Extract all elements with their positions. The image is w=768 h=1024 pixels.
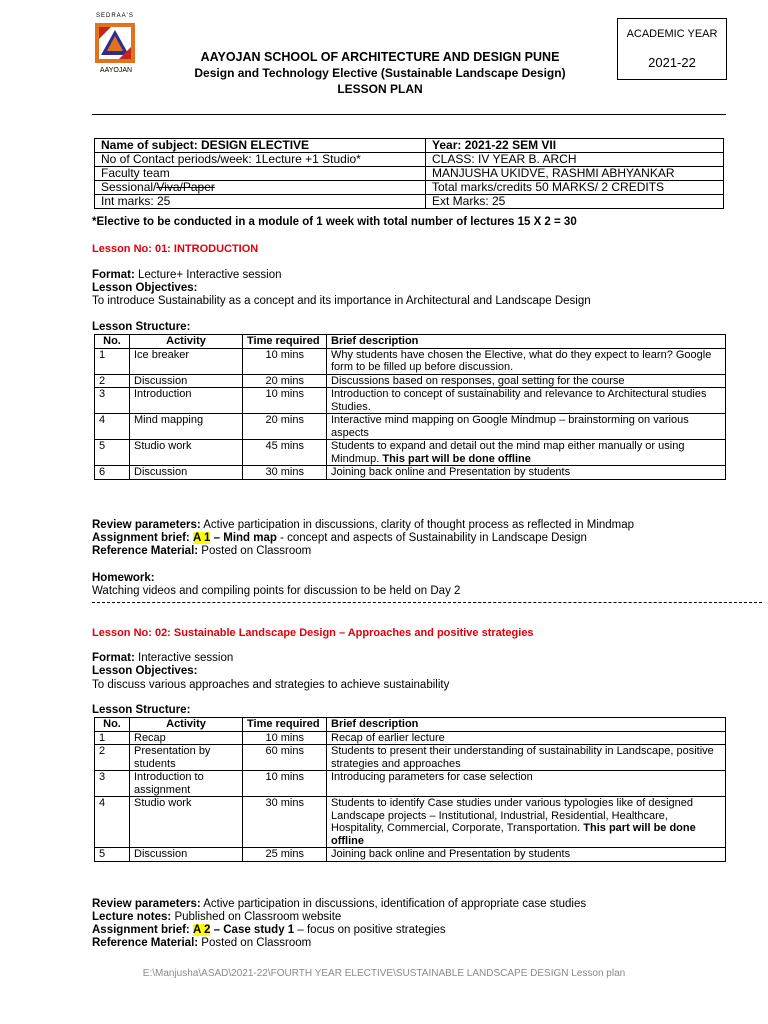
assignment-text: - concept and aspects of Sustainability in Landscape Design xyxy=(276,532,587,544)
info-row xyxy=(95,167,724,181)
review-label: Review parameters: xyxy=(92,898,201,910)
lesson2-structure-label: Lesson Structure: xyxy=(92,704,191,716)
reference-text: Posted on Classroom xyxy=(198,937,312,949)
format-value: Interactive session xyxy=(134,652,234,664)
lesson1-objectives-label: Lesson Objectives: xyxy=(92,282,198,294)
cell-time: 45 mins xyxy=(243,440,327,466)
cell-no: 4 xyxy=(95,797,130,848)
cell-no: 3 xyxy=(95,771,130,797)
logo-top-text: SEDRAA'S xyxy=(96,13,134,19)
table-row xyxy=(95,797,726,848)
review-label: Review parameters: xyxy=(92,519,201,531)
cell-description: Joining back online and Presentation by students xyxy=(327,848,726,862)
lesson1-review xyxy=(92,519,634,532)
info-cell: Int marks: 25 xyxy=(95,195,426,209)
cell-activity: Discussion xyxy=(130,848,243,862)
reference-label: Reference Material: xyxy=(92,937,199,949)
struck-assessment-text: Viva/Paper xyxy=(156,180,215,194)
cell-no: 6 xyxy=(95,466,130,480)
cell-description: Joining back online and Presentation by students xyxy=(327,466,726,480)
cell-no: 1 xyxy=(95,348,130,374)
assignment-text: – focus on positive strategies xyxy=(294,924,446,936)
cell-time: 20 mins xyxy=(243,374,327,388)
lesson2-objectives-text: To discuss various approaches and strategies to achieve sustainability xyxy=(92,679,450,691)
table-row xyxy=(95,440,726,466)
lesson2-structure-table xyxy=(94,717,726,862)
cell-time: 60 mins xyxy=(243,745,327,771)
cell-description: Interactive mind mapping on Google Mindmup – brainstorming on various aspects xyxy=(327,414,726,440)
lesson2-assignment xyxy=(92,924,446,937)
cell-description xyxy=(327,797,726,848)
cell-time: 10 mins xyxy=(243,348,327,374)
school-name: AAYOJAN SCHOOL OF ARCHITECTURE AND DESIGN PUNE xyxy=(200,50,560,64)
school-header xyxy=(160,49,600,97)
cell-no: 4 xyxy=(95,414,130,440)
table-header-row xyxy=(95,335,726,349)
course-name: Design and Technology Elective (Sustainable Landscape Design) xyxy=(194,66,566,80)
homework-label: Homework: xyxy=(92,572,155,584)
format-value: Lecture+ Interactive session xyxy=(134,269,282,281)
cell-activity: Introduction xyxy=(130,388,243,414)
lecture-notes-label: Lecture notes: xyxy=(92,911,172,923)
lesson1-assignment xyxy=(92,532,587,545)
assignment-label: Assignment brief: xyxy=(92,924,190,936)
cell-time: 10 mins xyxy=(243,388,327,414)
info-cell: MANJUSHA UKIDVE, RASHMI ABHYANKAR xyxy=(426,167,724,181)
info-cell: Ext Marks: 25 xyxy=(426,195,724,209)
cell-activity: Introduction to assignment xyxy=(130,771,243,797)
description-text: Students to identify Case studies under various typologies like of designed Landscape projects – Institutional, Industrial, Residential, Healthcare, Hospitality, Commercial, Corporate, Transportation. xyxy=(331,797,693,834)
cell-time: 20 mins xyxy=(243,414,327,440)
academic-year-box xyxy=(617,18,727,80)
lesson2-review xyxy=(92,898,586,911)
assignment-title: – Case study 1 xyxy=(210,924,295,936)
info-row xyxy=(95,181,724,195)
assignment-label: Assignment brief: xyxy=(92,532,190,544)
lecture-notes-text: Published on Classroom website xyxy=(171,911,342,923)
table-row xyxy=(95,848,726,862)
review-text: Active participation in discussions, clarity of thought process as reflected in Mindmap xyxy=(200,519,635,531)
course-info-table xyxy=(94,138,724,209)
offline-note: This part will be done offline xyxy=(382,452,531,465)
header-description: Brief description xyxy=(327,335,726,349)
table-row xyxy=(95,771,726,797)
lesson1-format xyxy=(92,269,282,282)
info-cell: No of Contact periods/week: 1Lecture +1 Studio* xyxy=(95,153,426,167)
cell-description: Introducing parameters for case selection xyxy=(327,771,726,797)
info-cell: CLASS: IV YEAR B. ARCH xyxy=(426,153,724,167)
table-row xyxy=(95,414,726,440)
lesson2-title: Lesson No: 02: Sustainable Landscape Design – Approaches and positive strategies xyxy=(92,627,534,639)
cell-activity: Ice breaker xyxy=(130,348,243,374)
cell-time: 30 mins xyxy=(243,797,327,848)
format-label: Format: xyxy=(92,269,135,281)
lesson1-structure-label: Lesson Structure: xyxy=(92,321,191,333)
document-type: LESSON PLAN xyxy=(337,82,423,96)
assignment-title: – Mind map xyxy=(210,532,277,544)
table-row xyxy=(95,466,726,480)
lesson2-format xyxy=(92,652,233,665)
cell-description: Recap of earlier lecture xyxy=(327,731,726,745)
lesson1-reference xyxy=(92,545,311,558)
info-cell: Faculty team xyxy=(95,167,426,181)
lesson1-objectives-text: To introduce Sustainability as a concept and its importance in Architectural and Landscape Design xyxy=(92,295,591,307)
info-cell: Total marks/credits 50 MARKS/ 2 CREDITS xyxy=(426,181,724,195)
cell-no: 2 xyxy=(95,745,130,771)
lesson1-structure-table xyxy=(94,334,726,480)
reference-text: Posted on Classroom xyxy=(198,545,312,557)
cell-no: 1 xyxy=(95,731,130,745)
cell-time: 25 mins xyxy=(243,848,327,862)
reference-label: Reference Material: xyxy=(92,545,199,557)
table-row xyxy=(95,388,726,414)
offline-note: This part will be done offline xyxy=(331,822,696,847)
cell-activity: Recap xyxy=(130,731,243,745)
academic-year-value: 2021-22 xyxy=(648,55,696,70)
info-cell xyxy=(95,181,426,195)
cell-no: 5 xyxy=(95,848,130,862)
cell-activity: Discussion xyxy=(130,466,243,480)
header-time: Time required xyxy=(243,335,327,349)
header-divider xyxy=(92,114,726,115)
assignment-tag: A 2 xyxy=(192,924,211,936)
footer-file-path: E:\Manjusha\ASAD\2021-22\FOURTH YEAR ELECTIVE\SUSTAINABLE LANDSCAPE DESIGN Lesson plan xyxy=(142,968,626,979)
cell-description xyxy=(327,440,726,466)
header-activity: Activity xyxy=(130,718,243,732)
info-cell: Name of subject: DESIGN ELECTIVE xyxy=(95,139,426,153)
header-time: Time required xyxy=(243,718,327,732)
cell-activity: Discussion xyxy=(130,374,243,388)
cell-no: 3 xyxy=(95,388,130,414)
lesson1-title: Lesson No: 01: INTRODUCTION xyxy=(92,243,259,255)
format-label: Format: xyxy=(92,652,135,664)
cell-description: Why students have chosen the Elective, what do they expect to learn? Google form to be filled up before discussion. xyxy=(327,348,726,374)
logo-bottom-text: AAYOJAN xyxy=(99,67,133,74)
elective-note: *Elective to be conducted in a module of 1 week with total number of lectures 15 X 2 = 30 xyxy=(92,216,577,228)
review-text: Active participation in discussions, identification of appropriate case studies xyxy=(200,898,587,910)
header-no: No. xyxy=(95,718,130,732)
assignment-tag: A 1 xyxy=(192,532,211,544)
cell-time: 10 mins xyxy=(243,771,327,797)
info-cell: Year: 2021-22 SEM VII xyxy=(426,139,724,153)
cell-activity: Mind mapping xyxy=(130,414,243,440)
table-header-row xyxy=(95,718,726,732)
table-row xyxy=(95,731,726,745)
cell-description: Introduction to concept of sustainability and relevance to Architectural studies Studies. xyxy=(327,388,726,414)
info-row xyxy=(95,195,724,209)
cell-time: 10 mins xyxy=(243,731,327,745)
info-row xyxy=(95,153,724,167)
lesson-divider xyxy=(92,602,762,603)
cell-activity: Presentation by students xyxy=(130,745,243,771)
info-row xyxy=(95,139,724,153)
cell-time: 30 mins xyxy=(243,466,327,480)
sessional-label: Sessional/ xyxy=(101,180,157,194)
table-row xyxy=(95,745,726,771)
table-row xyxy=(95,374,726,388)
homework-text: Watching videos and compiling points for discussion to be held on Day 2 xyxy=(92,585,461,597)
lesson2-objectives-label: Lesson Objectives: xyxy=(92,665,198,677)
cell-no: 2 xyxy=(95,374,130,388)
cell-activity: Studio work xyxy=(130,440,243,466)
table-row xyxy=(95,348,726,374)
header-description: Brief description xyxy=(327,718,726,732)
cell-description: Students to present their understanding of sustainability in Landscape, positive strategies and approaches xyxy=(327,745,726,771)
header-activity: Activity xyxy=(130,335,243,349)
lesson2-lecture-notes xyxy=(92,911,341,924)
lesson2-reference xyxy=(92,937,311,950)
academic-year-label: ACADEMIC YEAR xyxy=(626,28,718,40)
cell-activity: Studio work xyxy=(130,797,243,848)
header-no: No. xyxy=(95,335,130,349)
cell-description: Discussions based on responses, goal setting for the course xyxy=(327,374,726,388)
cell-no: 5 xyxy=(95,440,130,466)
description-text: Students to expand and detail out the mind map either manually or using Mindmup. xyxy=(331,440,685,465)
